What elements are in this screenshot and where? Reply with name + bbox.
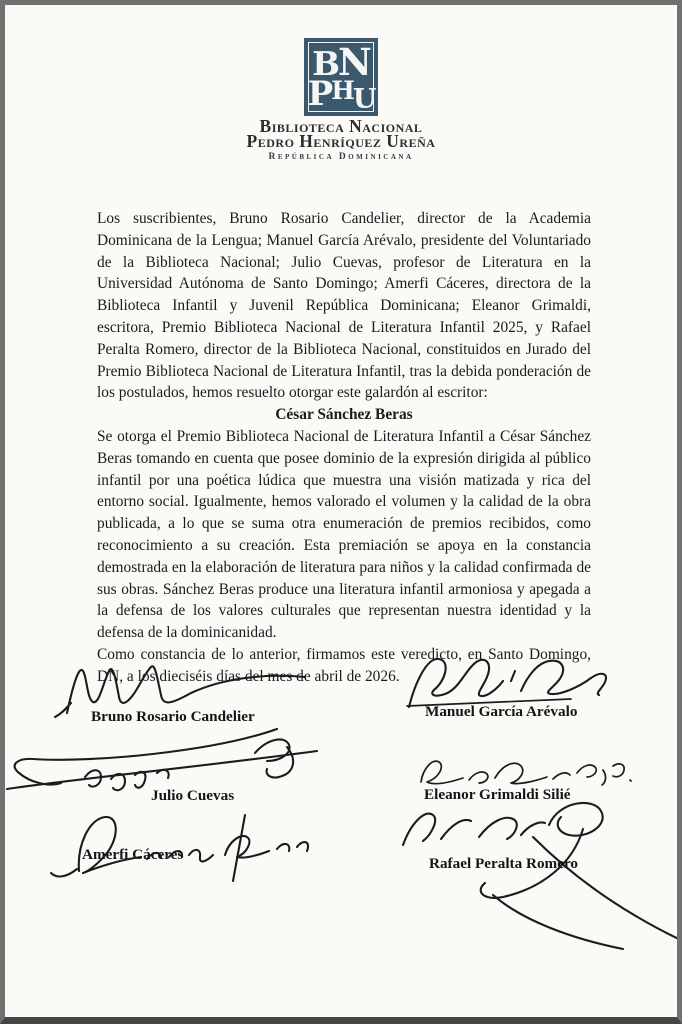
letterhead: [5, 38, 677, 165]
signature-stroke: [233, 815, 245, 881]
bnphu-logo-icon: [304, 38, 378, 116]
logo-monogram-bottom: [307, 73, 375, 115]
signer-name-amerfi: Amerfi Cáceres: [82, 846, 184, 863]
signature-stroke: [493, 895, 623, 949]
org-country-line: República Dominicana: [268, 152, 414, 162]
logo-letter-h: H: [331, 75, 353, 105]
signer-name-eleanor: Eleanor Grimaldi Silié: [424, 786, 571, 803]
signer-name-bruno: Bruno Rosario Candelier: [91, 708, 255, 725]
signature-stroke: [79, 817, 213, 873]
signature-stroke: [549, 803, 603, 836]
paragraph-award-rationale: Se otorga el Premio Biblioteca Nacional de Literatura Infantil a César Sánchez Beras tomando en cuenta que posee dominio de la expresión dirigida al público infantil por una poética lúdica que muestra una visión matizada y rica del entorno social. Igualmente, hemos valorado el volumen y la calidad de la obra publicada, a lo que se suma otra enumeración de premios recibidos, como reconocimiento a su creación. Esta premiación se apoya en la constancia demostrada en la elaboración de literatura para niños y la calidad confirmada de sus obras. Sánchez Beras produce una literatura infantil armoniosa y apegada a la defensa de los valores culturales que representan nuestra identidad y la defensa de la dominicanidad.: [97, 427, 591, 642]
logo-letter-b: B: [312, 43, 339, 83]
paragraph-jury: Los suscribientes, Bruno Rosario Candelier, director de la Academia Dominicana de la Lengua; Manuel García Arévalo, presidente del Voluntariado de la Biblioteca Nacional; Julio Cuevas, profesor de Literatura en la Universidad Autónoma de Santo Domingo; Amerfi Cáceres, directora de la Biblioteca Infantil y Juvenil República Dominicana; Eleanor Grimaldi, escritora, Premio Biblioteca Nacional de Literatura Infantil 2025, y Rafael Peralta Romero, director de la Biblioteca Nacional, constituidos en Jurado del Premio Biblioteca Nacional de Literatura Infantil, tras la debida ponderación de los postulados, hemos resuelto otorgar este galardón al escritor:: [97, 210, 591, 402]
signature-stroke: [533, 837, 682, 943]
logo-letter-p: P: [307, 73, 332, 114]
logo-letter-n: N: [338, 39, 370, 84]
paragraph-closing: Como constancia de lo anterior, firmamos este veredicto, en Santo Domingo, DN, a los dieciséis días del mes de abril de 2026.: [97, 645, 591, 685]
org-name-line2: Pedro Henríquez Ureña: [246, 131, 436, 151]
signature-stroke: [409, 659, 503, 707]
org-name-line1: Biblioteca Nacional: [259, 116, 423, 136]
signature-stroke: [403, 814, 545, 845]
signature-rafael-peralta-romero: [383, 793, 682, 965]
org-name-block: [5, 116, 677, 165]
signer-name-julio: Julio Cuevas: [151, 787, 235, 804]
signer-name-rafael: Rafael Peralta Romero: [429, 855, 579, 872]
signer-name-manuel: Manuel García Arévalo: [425, 703, 578, 720]
signature-stroke: [521, 661, 606, 695]
awardee-name: César Sánchez Beras: [275, 406, 413, 424]
signature-stroke: [51, 869, 77, 876]
signature-stroke: [421, 761, 631, 785]
letter-body: [97, 208, 591, 688]
logo-letter-u: U: [352, 83, 375, 115]
signature-stroke: [511, 671, 515, 681]
